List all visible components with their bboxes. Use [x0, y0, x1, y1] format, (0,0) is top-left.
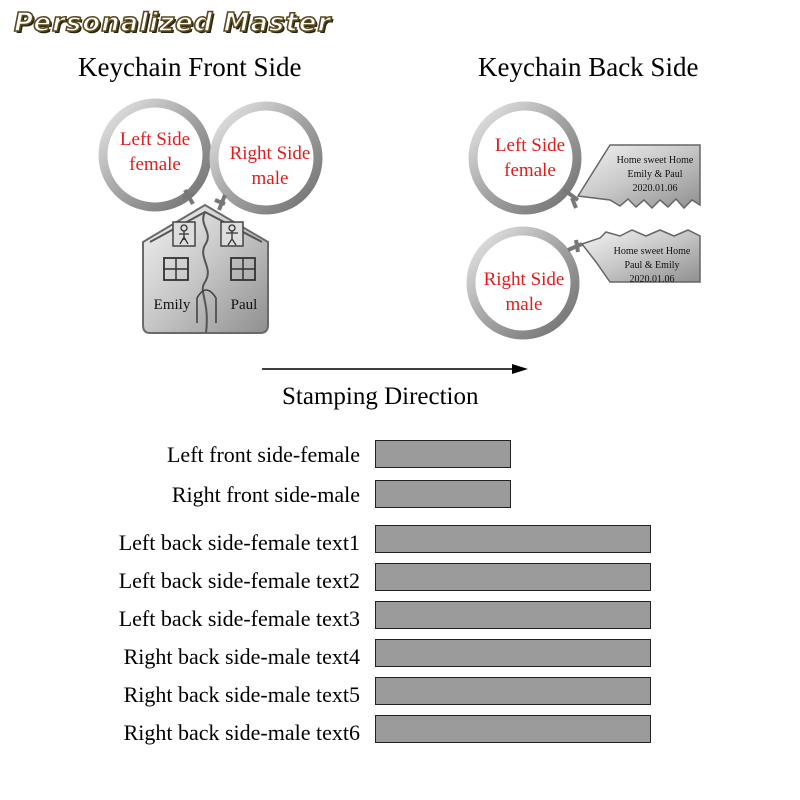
stamping-direction-arrow-icon — [262, 364, 528, 374]
right-back-male-text6-field[interactable] — [375, 715, 651, 743]
left-back-female-text3-field[interactable] — [375, 601, 651, 629]
left-front-female-field[interactable] — [375, 440, 511, 468]
front-left-name: Emily — [153, 297, 191, 313]
back-side-heading: Keychain Back Side — [478, 52, 699, 82]
back-top-tag-line-2: Emily & Paul — [627, 169, 683, 180]
male-figure-icon — [221, 222, 243, 246]
right-back-male-text4-field[interactable] — [375, 639, 651, 667]
back-top-tag-line-3: 2020.01.06 — [632, 183, 678, 194]
field-label-3: Left back side-female text1 — [118, 530, 360, 555]
field-label-7: Right back side-male text5 — [123, 682, 360, 707]
back-bottom-ring-text-1: Right Side — [483, 269, 565, 290]
house-pendant — [143, 205, 268, 333]
back-top-ring-text-1: Left Side — [494, 135, 566, 156]
front-side-heading: Keychain Front Side — [78, 52, 302, 82]
front-right-ring-text-1: Right Side — [229, 143, 311, 164]
front-right-ring-text-2: male — [251, 168, 289, 189]
brand-logo: Personalized Master — [14, 8, 332, 38]
front-left-ring-text-2: female — [129, 154, 181, 175]
back-top-key-ring — [473, 106, 577, 210]
field-label-4: Left back side-female text2 — [118, 568, 360, 593]
back-top-ring-text-2: female — [504, 160, 556, 181]
back-top-tag-line-1: Home sweet Home — [616, 155, 694, 166]
female-figure-icon — [173, 222, 195, 246]
stamping-direction-label: Stamping Direction — [282, 383, 479, 410]
right-front-male-field[interactable] — [375, 480, 511, 508]
field-label-5: Left back side-female text3 — [118, 606, 360, 631]
back-bottom-tag-line-3: 2020.01.06 — [629, 274, 675, 285]
field-label-6: Right back side-male text4 — [123, 644, 360, 669]
back-bottom-tag-line-1: Home sweet Home — [613, 246, 691, 257]
field-label-2: Right front side-male — [171, 482, 360, 507]
back-bottom-ring-text-2: male — [505, 294, 543, 315]
field-label-8: Right back side-male text6 — [123, 720, 360, 745]
field-label-1: Left front side-female — [166, 442, 360, 467]
left-back-female-text2-field[interactable] — [375, 563, 651, 591]
front-right-name: Paul — [230, 297, 258, 313]
right-back-male-text5-field[interactable] — [375, 677, 651, 705]
back-bottom-tag-line-2: Paul & Emily — [624, 260, 680, 271]
left-back-female-text1-field[interactable] — [375, 525, 651, 553]
front-left-ring-text-1: Left Side — [119, 129, 191, 150]
